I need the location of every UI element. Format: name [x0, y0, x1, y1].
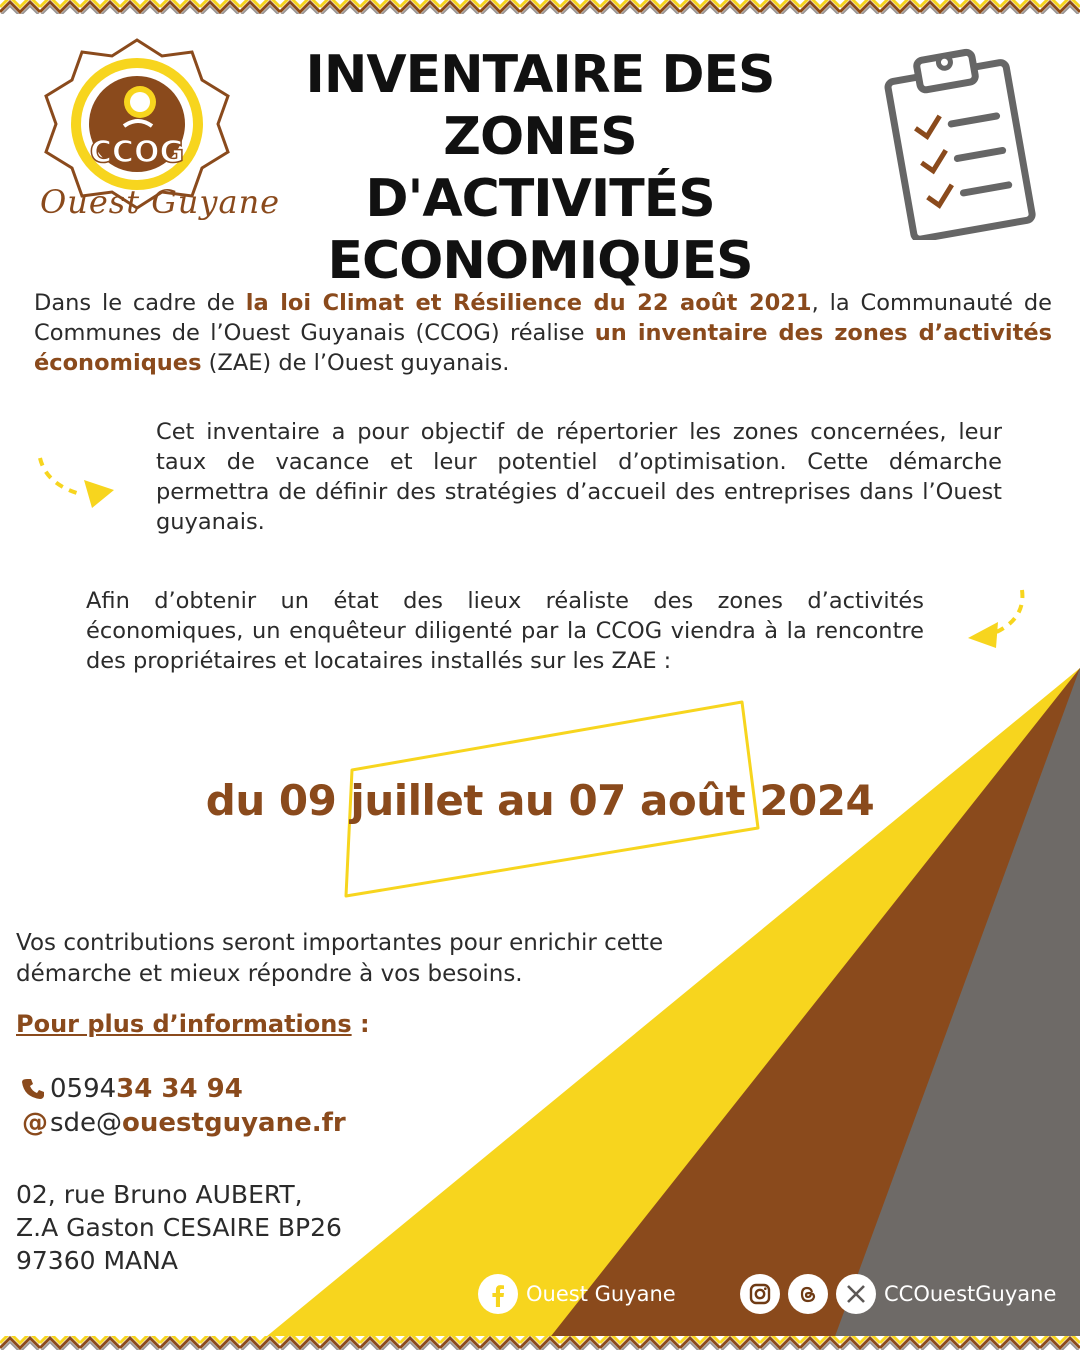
social-handle-text[interactable]: CCOuestGuyane — [884, 1282, 1057, 1306]
dashed-arrow-right-icon — [34, 452, 118, 512]
clipboard-checklist-icon — [880, 40, 1050, 240]
logo-acronym: CCOG — [89, 135, 185, 170]
law-highlight: la loi Climat et Résilience du 22 août 2021 — [245, 290, 812, 316]
survey-paragraph: Afin d’obtenir un état des lieux réaliste des zones d’activités économiques, un enquêteur diligenté par la CCOG viendra à la rencontre des propriétaires et locataires installés sur les ZAE : — [86, 588, 924, 674]
at-icon: @ — [22, 1108, 48, 1138]
contribution-text: Vos contributions seront importantes pour enrichir cette démarche et mieux répondre à vos besoins. — [16, 930, 664, 987]
survey-date-range: du 09 juillet au 07 août 2024 — [205, 776, 875, 825]
intro-paragraph: Dans le cadre de la loi Climat et Résilience du 22 août 2021, la Communauté de Communes de l’Ouest Guyanais (CCOG) réalise un inventaire des zones d’activités économiques (ZAE) de l’Ouest guyanais. — [34, 290, 1053, 376]
objective-paragraph: Cet inventaire a pour objectif de répertorier les zones concernées, leur taux de vacance et leur potentiel d’optimisation. Cette démarche permettra de définir des stratégies d’accueil des entreprises dans l’Ouest guyanais. — [156, 419, 1002, 535]
email-contact[interactable]: @ sde@ ouestguyane.fr — [22, 1108, 346, 1138]
social-handles — [740, 1274, 1056, 1314]
bottom-pattern-border — [0, 1336, 1080, 1350]
page-title — [270, 44, 810, 292]
inventory-highlight: un inventaire des zones d’activités économiques — [34, 320, 1053, 376]
instagram-icon[interactable] — [740, 1274, 780, 1314]
title-line-2: ZONES D'ACTIVITÉS — [365, 107, 715, 229]
phone-icon — [22, 1077, 46, 1101]
dashed-arrow-left-icon — [962, 586, 1038, 656]
info-heading: Pour plus d’informations : — [16, 1010, 370, 1038]
x-twitter-icon[interactable] — [836, 1274, 876, 1314]
facebook-link[interactable]: Ouest Guyane — [478, 1274, 676, 1314]
facebook-icon — [478, 1274, 518, 1314]
title-line-1: INVENTAIRE DES — [305, 45, 775, 105]
title-line-3: ECONOMIQUES — [327, 231, 753, 291]
postal-address: 02, rue Bruno AUBERT, Z.A Gaston CESAIRE BP26 97360 MANA — [16, 1180, 342, 1275]
phone-contact[interactable]: 0594 34 34 94 — [22, 1074, 243, 1104]
threads-icon[interactable] — [788, 1274, 828, 1314]
logo-script-text: Ouest Guyane — [40, 183, 281, 221]
